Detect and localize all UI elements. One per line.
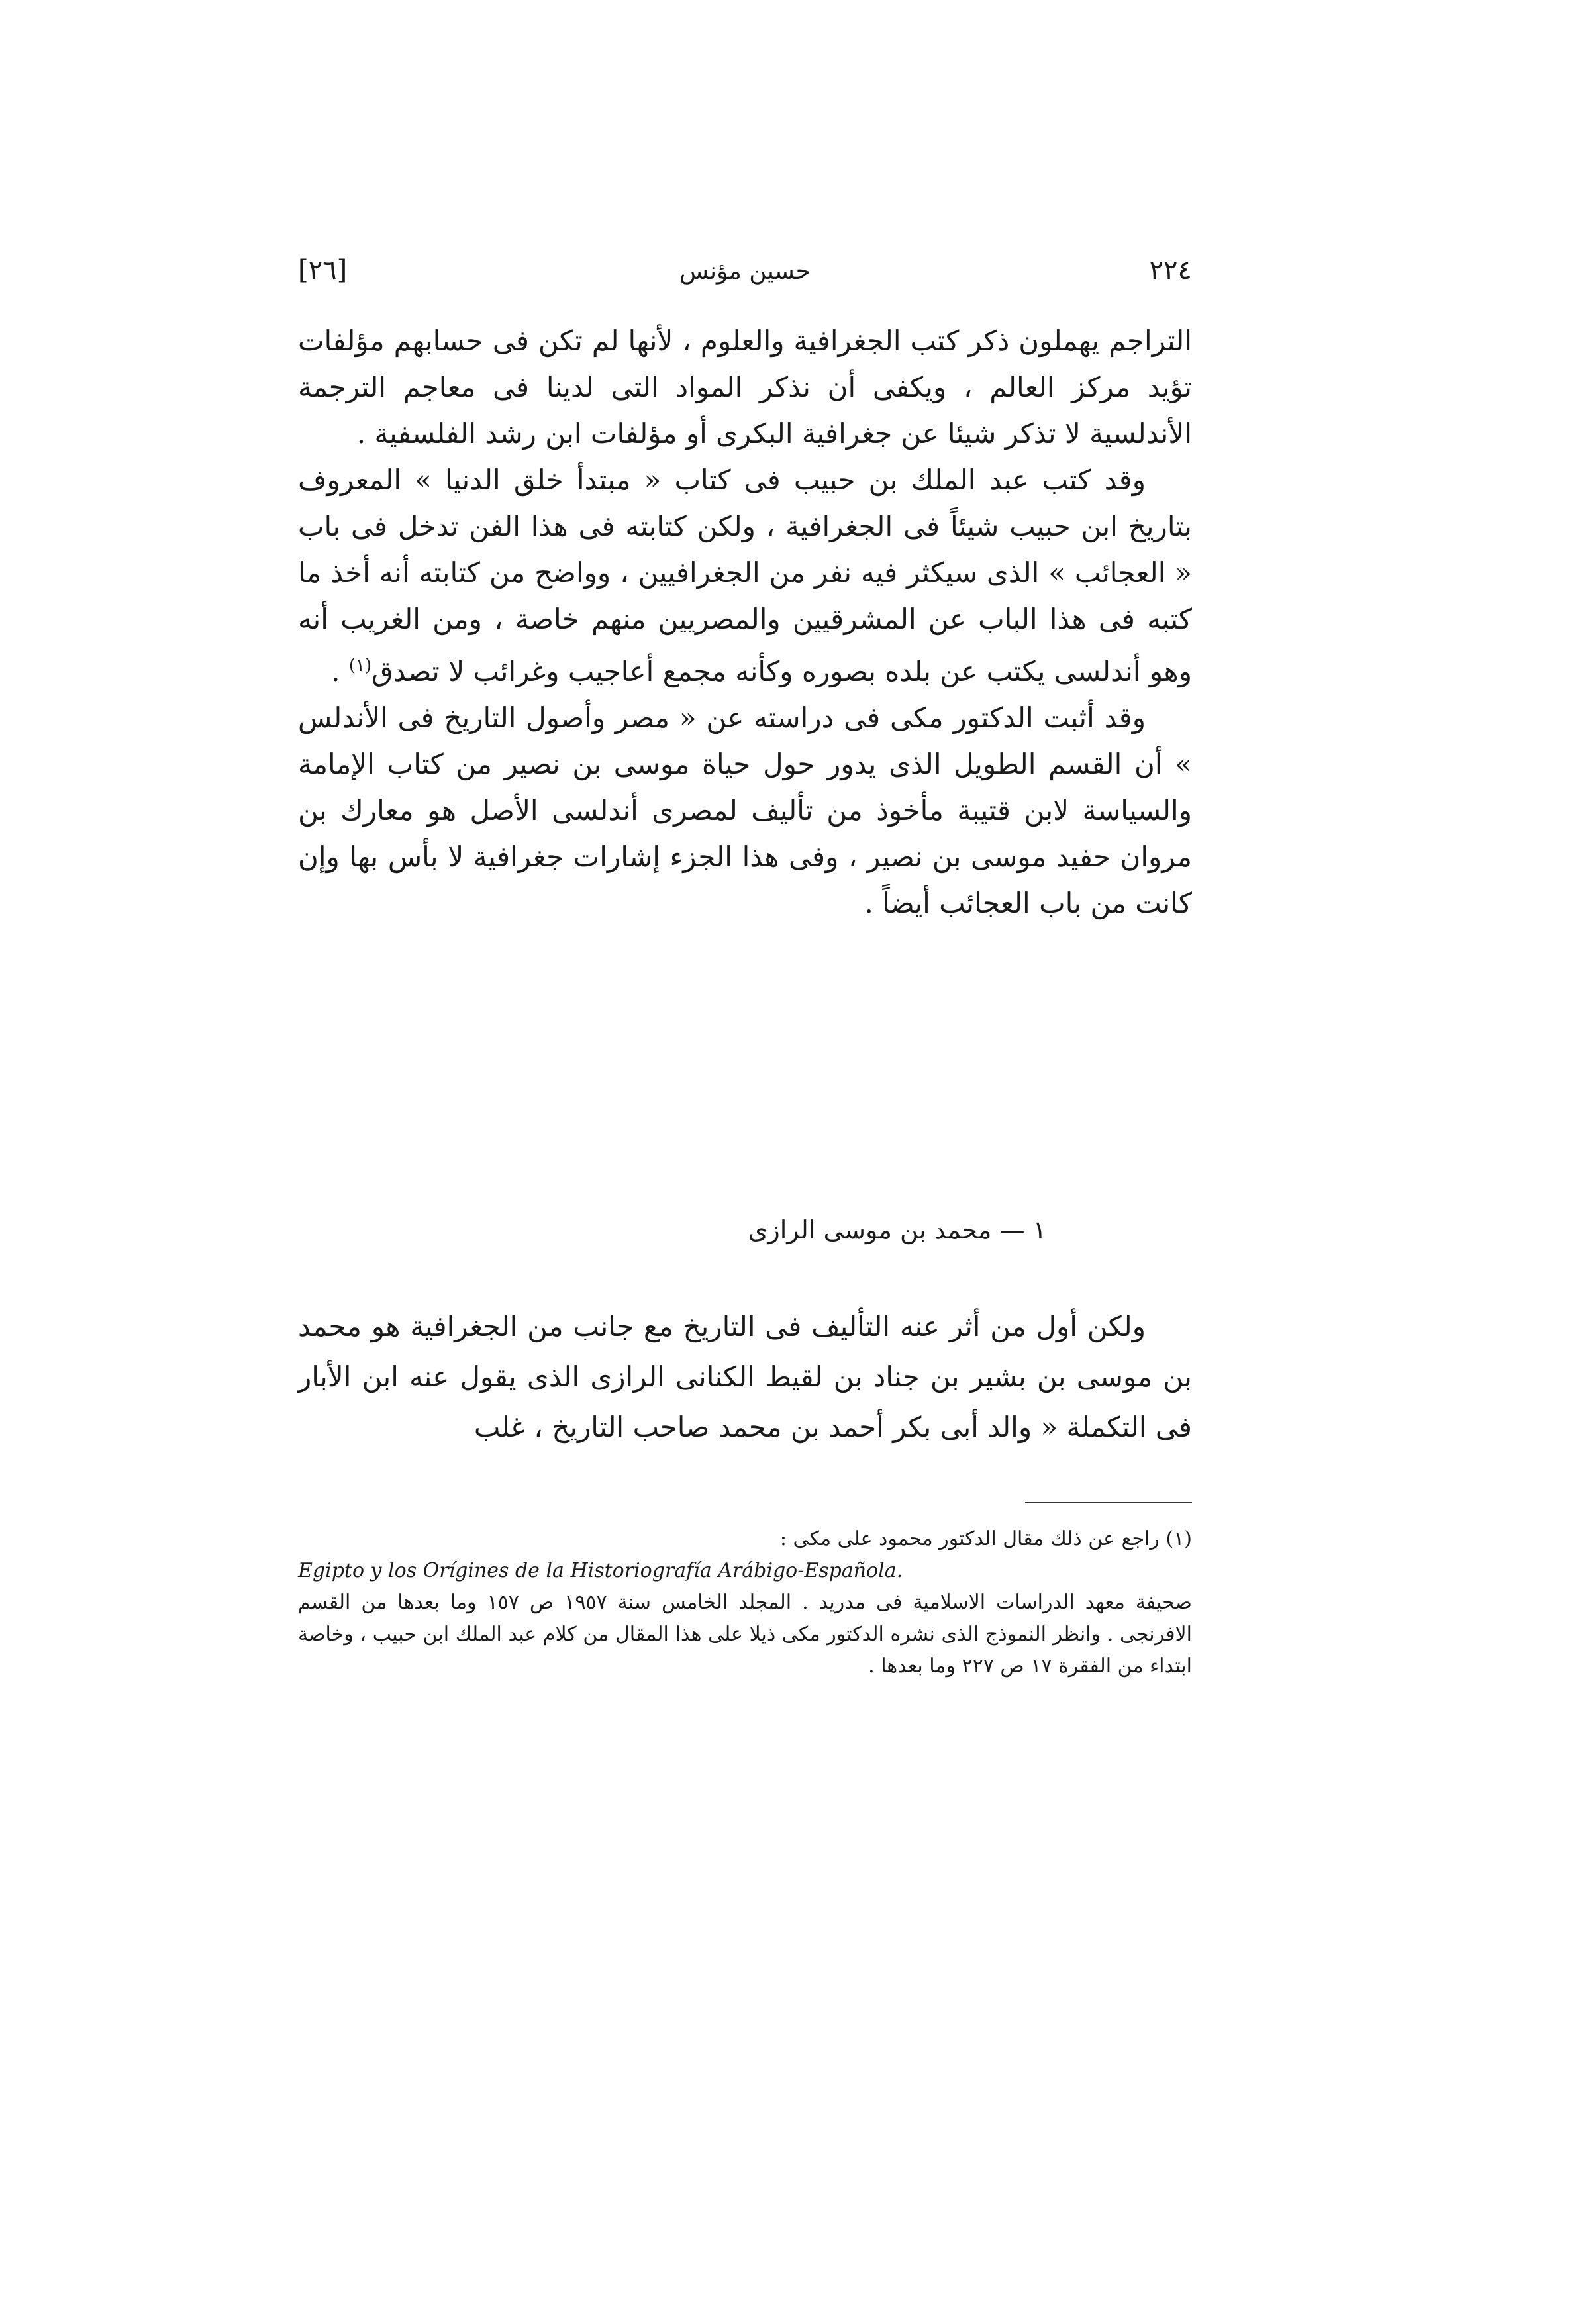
running-header [298, 255, 1192, 295]
paragraph-2-text: وقد كتب عبد الملك بن حبيب فى كتاب « مبتدأ خلق الدنيا » المعروف بتاريخ ابن حبيب شيئاً فى الجغرافية ، ولكن كتابته فى هذا الفن تدخل فى باب « العجائب » الذى سيكثر فيه نفر من الجغرافيين ، وواضح من كتابته أنه أخذ ما كتبه فى هذا الباب عن المشرقيين والمصريين منهم خاصة ، ومن الغريب أنه وهو أندلسى يكتب عن بلده بصوره وكأنه مجمع أعاجيب وغرائب لا تصدق [298, 464, 1193, 687]
main-text [298, 318, 1192, 927]
paragraph-2-end: . [331, 655, 349, 687]
paragraph-1: التراجم يهملون ذكر كتب الجغرافية والعلوم ، لأنها لم تكن فى حسابهم مؤلفات تؤيد مركز العالم ، ويكفى أن نذكر المواد التى لدينا فى معاجم الترجمة الأندلسية لا تذكر شيئا عن جغرافية البكرى أو مؤلفات ابن رشد الفلسفية . [298, 325, 1192, 450]
footnotes [298, 1523, 1192, 1682]
original-page-number: [٢٦] [298, 255, 348, 285]
page-number: ٢٢٤ [1149, 255, 1192, 285]
paragraph-2 [298, 457, 1192, 695]
footnote-1-intro: (١) راجع عن ذلك مقال الدكتور محمود على مكى : [779, 1527, 1192, 1550]
paragraph-4: ولكن أول من أثر عنه التأليف فى التاريخ مع جانب من الجغرافية هو محمد بن موسى بن بشير بن جناد بن لقيط الكنانى الرازى الذى يقول عنه ابن الأبار فى التكملة « والد أبى بكر أحمد بن محمد صاحب التاريخ ، غلب [298, 1310, 1192, 1443]
footnote-divider [1025, 1502, 1192, 1503]
paragraph-3: وقد أثبت الدكتور مكى فى دراسته عن « مصر وأصول التاريخ فى الأندلس » أن القسم الطويل الذى يدور حول حياة موسى بن نصير من كتاب الإمامة والسياسة لابن قتيبة مأخوذ من تأليف لمصرى أندلسى الأصل هو معارك بن مروان حفيد موسى بن نصير ، وفى هذا الجزء إشارات جغرافية لا بأس بها وإن كانت من باب العجائب أيضاً . [298, 701, 1192, 919]
section-heading: ١ — محمد بن موسى الرازى [748, 1215, 1046, 1244]
footnote-1-title: Egipto y los Orígines de la Historiografía Arábigo-Española. [298, 1559, 903, 1582]
footnote-reference-1[interactable]: (١) [348, 656, 372, 676]
main-text-continued [298, 1301, 1192, 1452]
footnote-1-text: صحيفة معهد الدراسات الاسلامية فى مدريد . المجلد الخامس سنة ١٩٥٧ ص ١٥٧ وما بعدها من القسم الافرنجى . وانظر النموذج الذى نشره الدكتور مكى ذيلا على هذا المقال من كلام عبد الملك ابن حبيب ، وخاصة ابتداء من الفقرة ١٧ ص ٢٢٧ وما بعدها . [298, 1591, 1192, 1678]
running-author: حسين مؤنس [679, 258, 811, 285]
